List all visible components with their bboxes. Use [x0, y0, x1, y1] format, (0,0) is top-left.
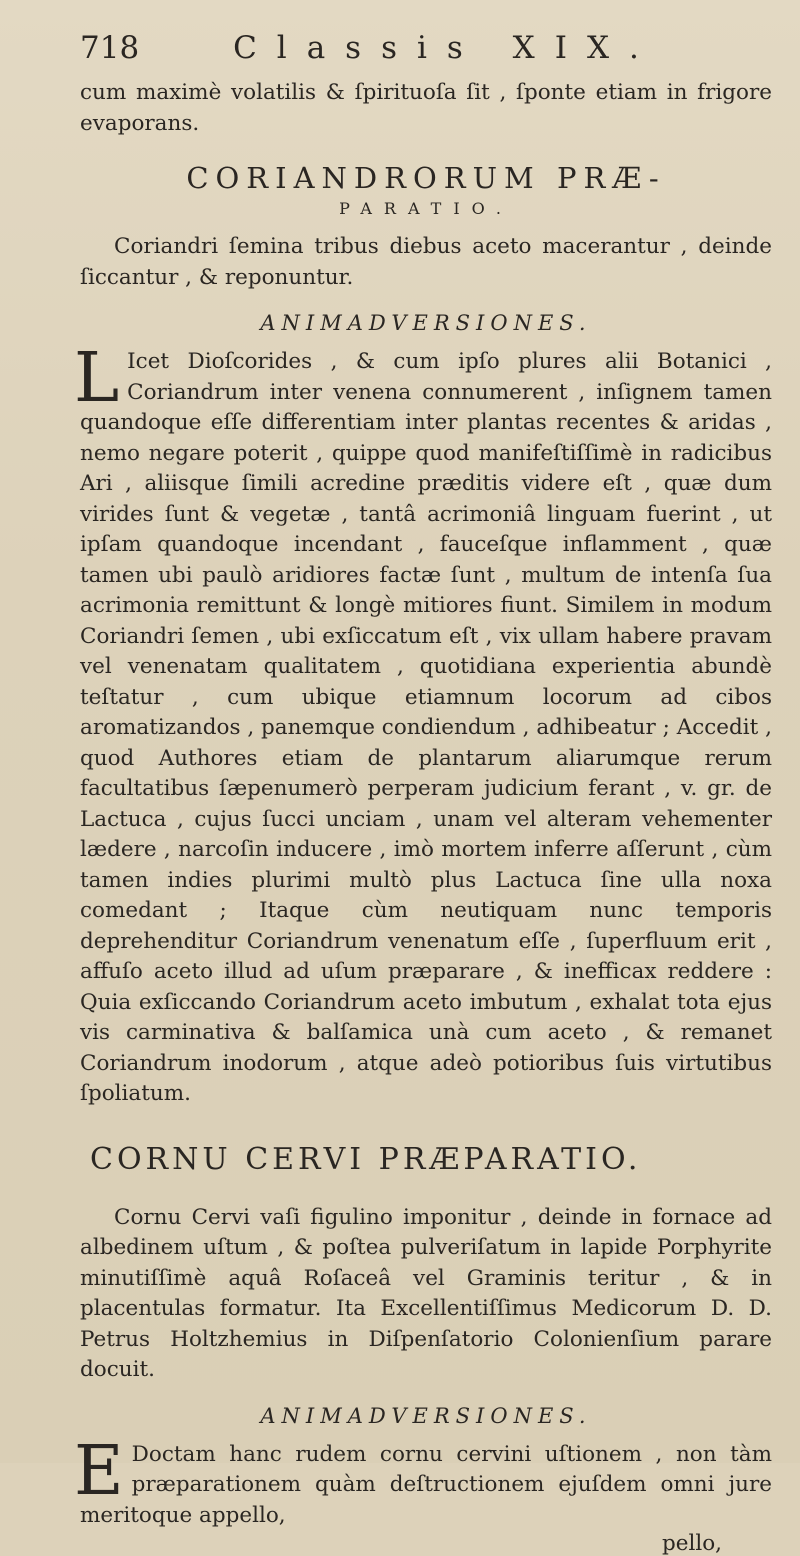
catchword: pello,	[661, 1531, 722, 1556]
drop-cap-l: L	[74, 339, 120, 418]
section-heading-cornu-cervi: CORNU CERVI PRÆPARATIO.	[90, 1141, 642, 1177]
animadversions-heading-1: ANIMADVERSIONES.	[260, 311, 592, 335]
section-subheading-coriander: PARATIO.	[339, 199, 513, 218]
animadversions-text-1	[74, 339, 772, 1110]
continued-paragraph: cum maximè volatilis & ſpirituoſa ſit , ſponte etiam in frigore evaporans.	[80, 80, 772, 136]
page-number: 718	[80, 30, 140, 66]
cornu-cervi-preparation-text: Cornu Cervi vaſi figulino imponitur , deinde in fornace ad albedinem uſtum , & poſtea pulveriſatum in lapide Porphyrite minutiſſimè aquâ Roſaceâ vel Graminis teritur , & in placentulas formatur. Ita Excellentiſſimus Medicorum D. D. Petrus Holtzhemius in Diſpenſatorio Colonienſium parare docuit.	[80, 1204, 772, 1382]
animadversions-text-2	[74, 1431, 772, 1532]
animadversions-body-1: Icet Dioſcorides , & cum ipſo plures alii Botanici , Coriandrum inter venena connumerent , inſignem tamen quandoque eſſe differentiam inter plantas recentes & aridas , nemo negare poterit , quippe quod manifeſtiſſimè in radicibus Ari , aliisque ſimili acredine præditis videre eſt , quæ dum virides ſunt & vegetæ , tantâ acrimoniâ linguam fuerint , ut ipſam quandoque incendant , fauceſque inflamment , quæ tamen ubi paulò aridiores factæ ſunt , multum de intenſa ſua acrimonia remittunt & longè mitiores fiunt. Similem in modum Coriandri ſemen , ubi exſiccatum eſt , vix ullam habere pravam vel venenatam qualitatem , quotidiana experientia abundè teſtatur , cum ubique etiamnum locorum ad cibos aromatizandos , panemque condiendum , adhibeatur ; Accedit , quod Authores etiam de plantarum aliarumque rerum facultatibus ſæpenumerò perperam judicium ferant , v. gr. de Lactuca , cujus ſucci unciam , unam vel alteram vehementer lædere , narcoſin inducere , imò mortem inferre aſſerunt , cùm tamen indies plurimi multò plus Lactuca ſine ulla noxa comedant ; Itaque cùm neutiquam nunc temporis deprehenditur Coriandrum venenatum eſſe , ſuperfluum erit , affuſo aceto illud ad uſum præparare , & inefficax reddere : Quia exſiccando Coriandrum aceto imbutum , exhalat tota ejus vis carminativa & balſamica unà cum aceto , & remanet Coriandrum inodorum , atque adeò potioribus ſuis virtutibus ſpoliatum.	[80, 349, 772, 1106]
animadversions-body-2: Doctam hanc rudem cornu cervini uſtionem , non tàm præparationem quàm deſtructionem ejuſdem omni jure meritoque appello,	[80, 1441, 772, 1528]
section-heading-coriander: CORIANDRORUM PRÆ-	[186, 161, 666, 195]
coriander-preparation-text: Coriandri ſemina tribus diebus aceto macerantur , deinde ſiccantur , & reponuntur.	[80, 234, 772, 290]
drop-cap-e: E	[74, 1431, 124, 1511]
running-title: Classis XIX.	[233, 30, 659, 66]
animadversions-heading-2: ANIMADVERSIONES.	[260, 1403, 592, 1428]
running-header	[80, 30, 772, 78]
